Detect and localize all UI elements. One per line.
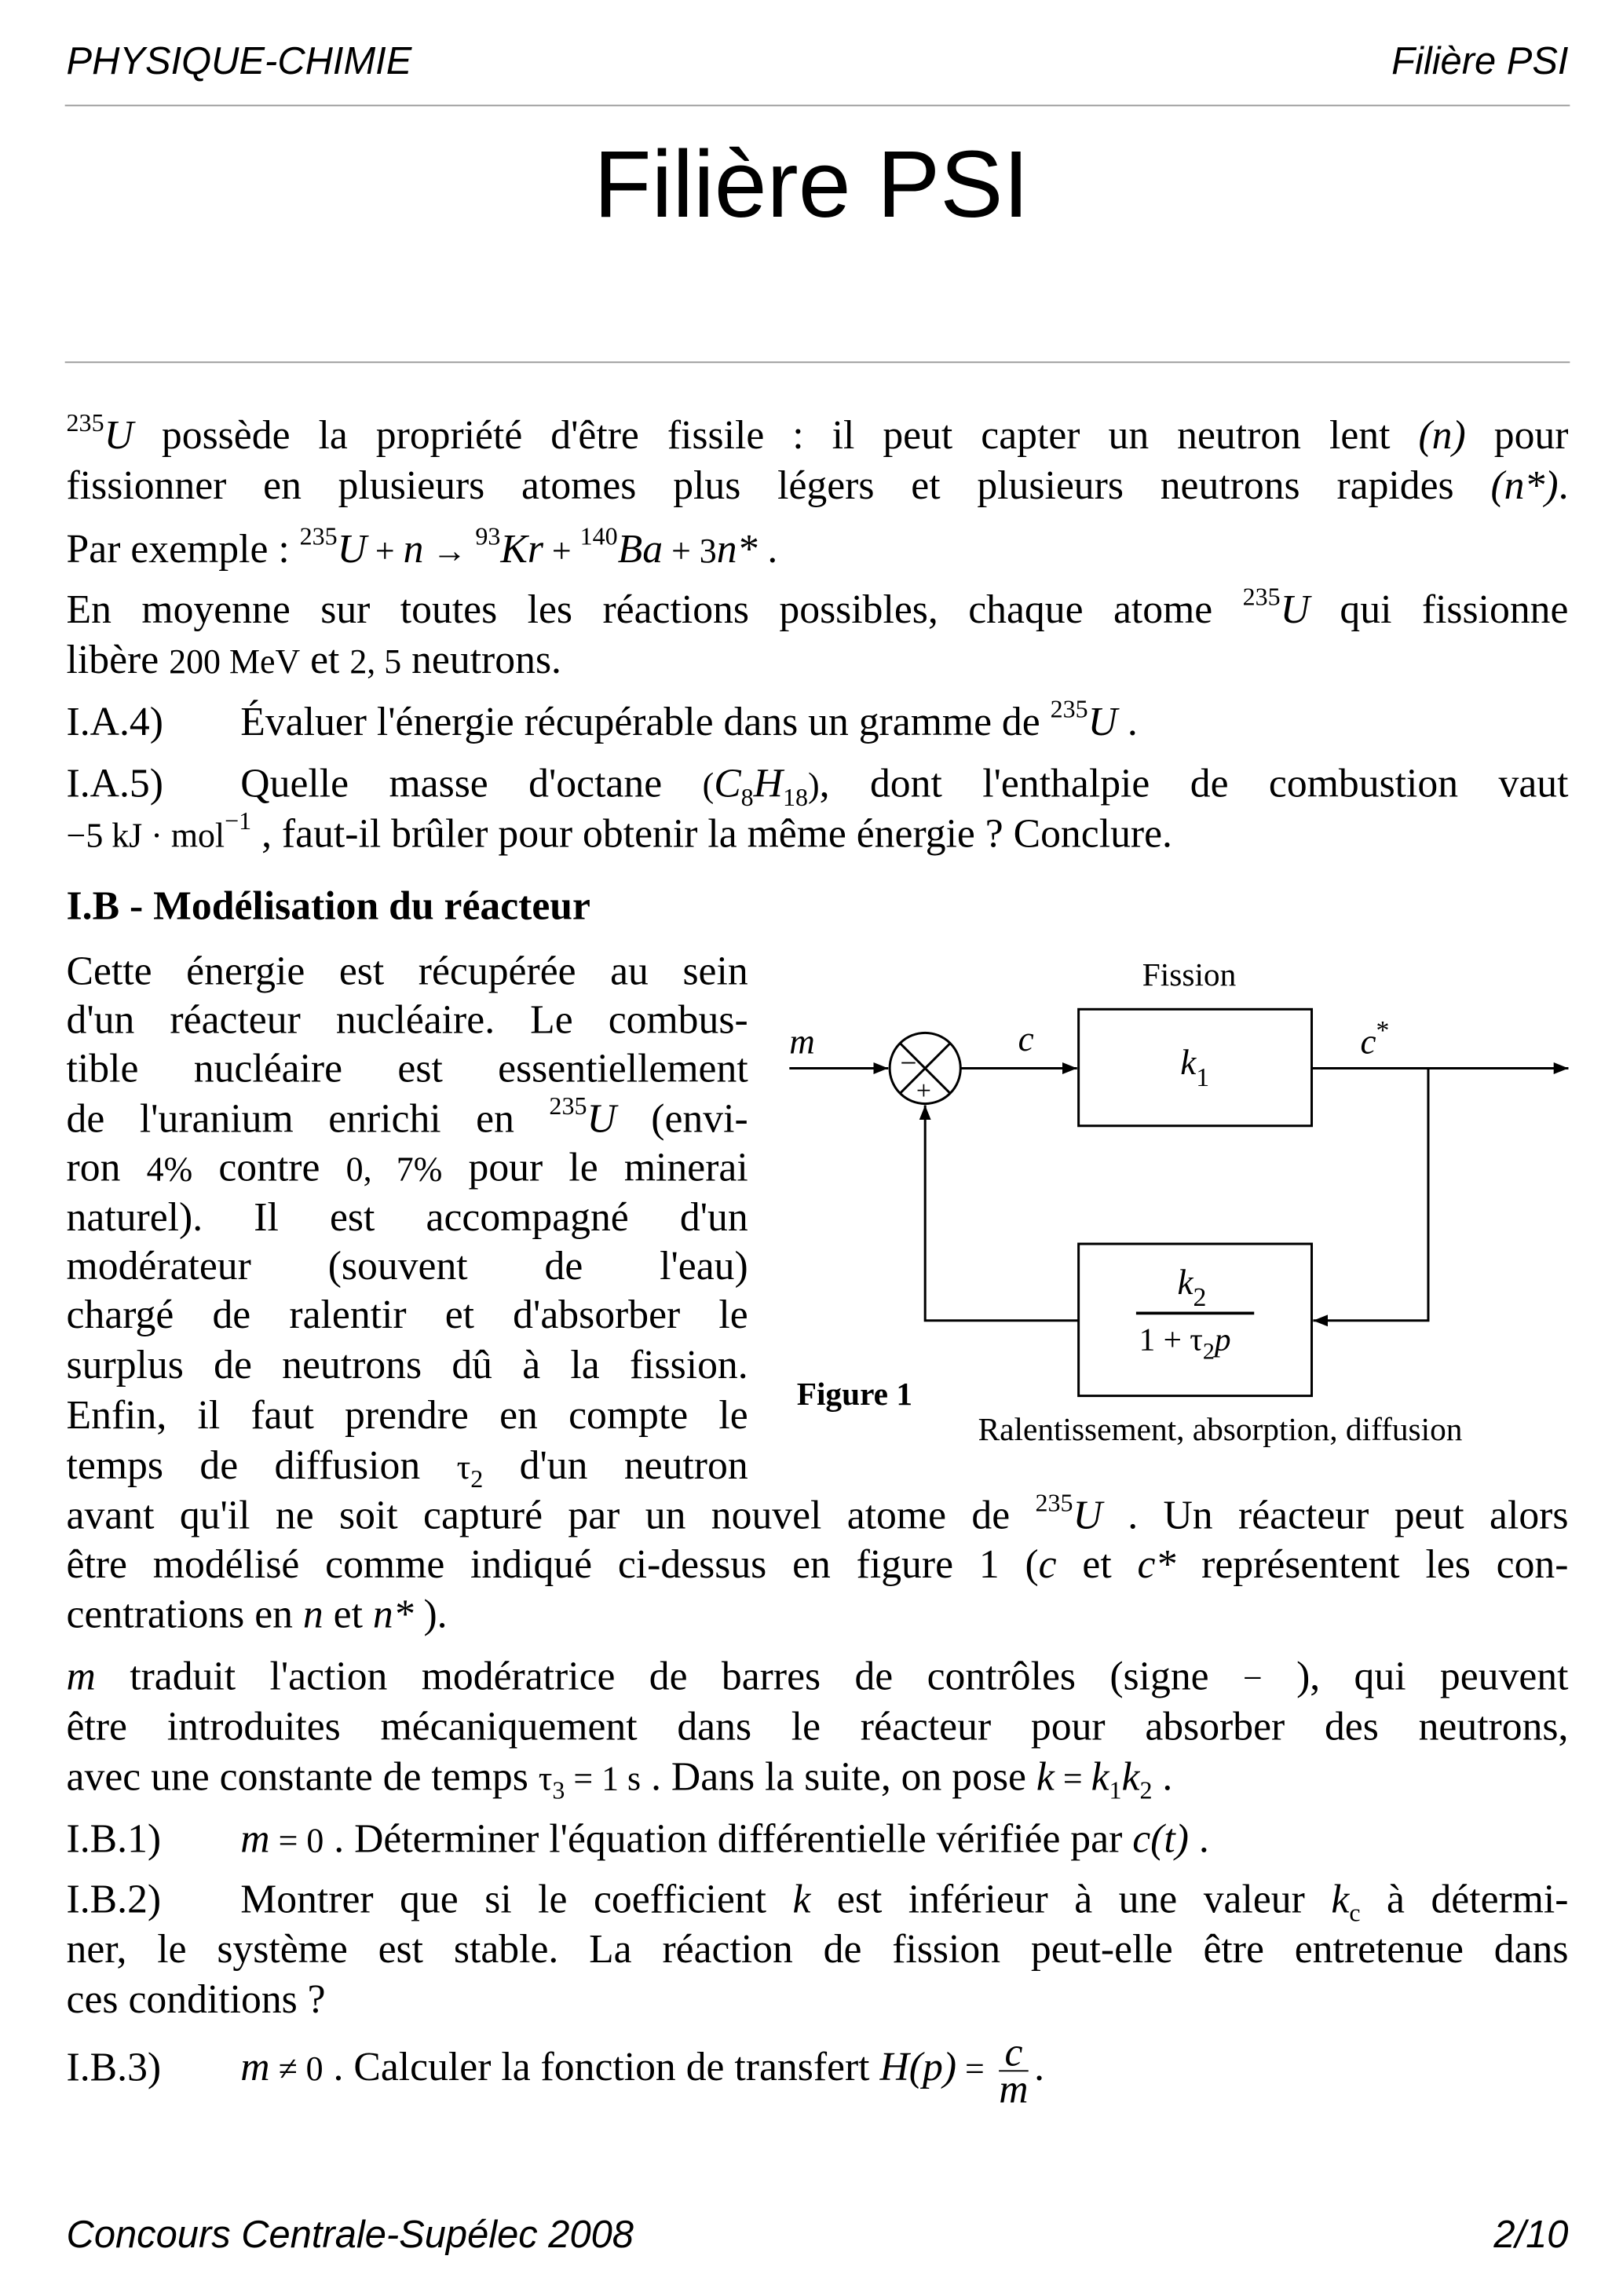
text-segment: avant qu'il ne soit capturé par un nouvel atome de (66, 1491, 1036, 1538)
text-segment: pour (1465, 411, 1569, 458)
c-label: c (1018, 1018, 1034, 1058)
text-segment: Évaluer l'énergie récupérable dans un gramme de (240, 697, 1051, 744)
text-segment: . (757, 525, 778, 572)
subscript: c (1349, 1899, 1361, 1928)
text-segment: être modélisé comme indiqué ci-dessus en figure 1 ( (66, 1540, 1039, 1587)
math-text: C (714, 759, 741, 806)
c-star-label: c* (1360, 1015, 1390, 1062)
math-text: (n) (1418, 411, 1466, 458)
text-segment: Par exemple : (66, 525, 300, 572)
question-label: I.A.4) (66, 697, 163, 744)
math-text: + (543, 532, 580, 572)
text-segment: . (1034, 2043, 1045, 2089)
math-text: 0, 7% (345, 1150, 443, 1190)
math-text: = (956, 2050, 993, 2089)
feedback-path (1313, 1068, 1428, 1320)
header-track: Filière PSI (1391, 38, 1569, 83)
superscript: 235 (1035, 1489, 1073, 1517)
math-text: U (104, 411, 133, 458)
text-segment: fissionner en plusieurs atomes plus légers et plusieurs neutrons rapides (66, 462, 1491, 508)
text-segment: tible nucléaire est essentiellement (66, 1044, 748, 1091)
math-text: U (1280, 586, 1310, 632)
text-segment: naturel). Il est accompagné d'un (66, 1194, 748, 1240)
math-text: → (423, 532, 476, 572)
text-segment: . Dans la suite, on pose (641, 1753, 1036, 1799)
math-text: ) (808, 767, 820, 806)
figure-caption: Figure 1 (796, 1375, 913, 1412)
text-segment: et (323, 1590, 373, 1636)
math-text: U (587, 1095, 616, 1141)
superscript: 93 (475, 522, 501, 551)
superscript: 235 (1050, 695, 1088, 723)
k1-gain: $k_1$ (1180, 1042, 1210, 1093)
minus-sign: − (900, 1047, 917, 1080)
math-text: k (1331, 1875, 1350, 1921)
text-segment: . Calculer la fonction de transfert (323, 2043, 880, 2089)
k2-denominator: $1 + \tau_2p$ (1139, 1321, 1231, 1365)
text-segment: représentent les con- (1175, 1540, 1569, 1587)
text-segment: ces conditions ? (66, 1976, 326, 2022)
math-text: = (1054, 1760, 1091, 1799)
math-text: ≠ 0 (269, 2050, 324, 2089)
math-text: = 1 s (565, 1760, 642, 1799)
feedback-label: Ralentissement, absorption, diffusion (978, 1411, 1463, 1448)
text-segment: centrations en (66, 1590, 303, 1636)
math-text: c(t) (1132, 1815, 1189, 1861)
text-segment: ron (66, 1143, 147, 1190)
math-text: n* (716, 525, 758, 572)
text-segment: , faut-il brûler pour obtenir la même énergie ? Conclure. (251, 810, 1172, 856)
math-text: τ (456, 1449, 471, 1488)
math-text: U (1087, 697, 1118, 744)
text-segment: d'un neutron (483, 1441, 748, 1488)
math-text: n* (372, 1590, 414, 1636)
superscript: −1 (225, 807, 252, 835)
text-segment: chargé de ralentir et d'absorber le (66, 1291, 748, 1337)
text-segment: avec une constante de temps (66, 1753, 539, 1799)
math-text: k (1036, 1753, 1055, 1799)
text-segment: . (1117, 697, 1138, 744)
fission-label: Fission (1142, 956, 1237, 993)
superscript: 235 (299, 522, 338, 551)
math-text: τ (538, 1760, 553, 1799)
numerator: c (1004, 2028, 1023, 2075)
math-text: k (792, 1875, 811, 1921)
text-segment: . (1558, 462, 1569, 508)
math-text: m (240, 1815, 270, 1861)
text-segment: . (1152, 1753, 1173, 1799)
text-segment: d'un réacteur nucléaire. Le combus- (66, 996, 748, 1042)
text-segment: (envi- (616, 1095, 748, 1141)
math-text: U (337, 525, 367, 572)
text-segment: . Un réacteur peut alors (1102, 1491, 1569, 1538)
math-text: k (1121, 1753, 1140, 1799)
math-text: U (1073, 1491, 1102, 1538)
math-text: ( (702, 767, 715, 806)
math-text: − (1242, 1659, 1263, 1698)
subscript: 18 (783, 783, 809, 812)
footer-page-number: 2/10 (1493, 2211, 1569, 2257)
question-label: I.B.1) (66, 1815, 162, 1861)
math-text: 4% (146, 1150, 193, 1190)
superscript: 140 (579, 522, 618, 551)
text-segment: de l'uranium enrichi en (66, 1095, 550, 1141)
math-text: + (366, 532, 404, 572)
math-text: + 3 (663, 532, 717, 572)
math-text: 2, 5 (349, 643, 402, 682)
feedback-block (1079, 1244, 1312, 1396)
plus-sign: + (916, 1076, 931, 1106)
input-label: m (789, 1022, 815, 1062)
text-segment: . (1188, 1815, 1209, 1861)
page-title: Filière PSI (594, 131, 1029, 238)
superscript: 235 (549, 1091, 587, 1121)
math-text: (n*) (1490, 462, 1559, 508)
superscript: 235 (1242, 583, 1281, 612)
text-segment: ner, le système est stable. La réaction de fission peut-elle être entretenue dans (66, 1925, 1569, 1972)
subscript: 8 (740, 783, 754, 812)
k2-numerator: $k_2$ (1177, 1262, 1207, 1313)
text-segment: Enfin, il faut prendre en compte le (66, 1391, 748, 1438)
text-segment: En moyenne sur toutes les réactions possibles, chaque atome (66, 586, 1243, 632)
math-text: Kr (500, 525, 543, 572)
math-text: c* (1137, 1540, 1176, 1587)
text-segment: temps de diffusion (66, 1441, 457, 1488)
text-segment: ). (413, 1590, 448, 1636)
denominator: m (999, 2065, 1029, 2111)
text-segment: contre (192, 1143, 346, 1190)
text-segment: être introduites mécaniquement dans le réacteur pour absorber des neutrons, (66, 1702, 1569, 1749)
text-segment: libère (66, 635, 170, 682)
question-label: I.B.2) (66, 1875, 162, 1921)
subscript: 2 (1139, 1776, 1153, 1805)
header-subject: PHYSIQUE-CHIMIE (66, 38, 412, 83)
footer-contest: Concours Centrale-Supélec 2008 (66, 2211, 634, 2257)
text-segment: I.B - Modélisation du réacteur (66, 882, 590, 928)
math-text: −5 kJ · mol (66, 817, 225, 856)
text-segment: , dont l'enthalpie de combustion vaut (819, 759, 1569, 806)
question-label: I.B.3) (66, 2043, 162, 2089)
text-segment: pour le minerai (442, 1143, 748, 1190)
superscript: 235 (66, 408, 104, 437)
question-label: I.A.5) (66, 759, 163, 806)
math-text: = 0 (269, 1822, 324, 1861)
math-text: Ba (617, 525, 663, 572)
text-segment: neutrons. (401, 635, 561, 682)
text-segment: traduit l'action modératrice de barres de contrôles (signe (95, 1652, 1243, 1698)
text-segment: et (1056, 1540, 1138, 1587)
math-text: m (66, 1652, 96, 1698)
subscript: 3 (552, 1776, 565, 1805)
math-text: H (753, 759, 784, 806)
math-text: n (403, 525, 424, 572)
text-segment: Montrer que si le coefficient (240, 1875, 793, 1921)
text-segment: Quelle masse d'octane (240, 759, 703, 806)
text-segment: et (300, 635, 350, 682)
text-segment: Cette énergie est récupérée au sein (66, 947, 748, 993)
math-text: c (1038, 1540, 1057, 1587)
text-segment: ), qui peuvent (1262, 1652, 1569, 1698)
text-segment: qui fissionne (1309, 586, 1569, 632)
math-text: H(p) (879, 2043, 957, 2089)
math-text: 200 MeV (169, 643, 301, 682)
text-segment: modérateur (souvent de l'eau) (66, 1242, 748, 1289)
text-segment: est inférieur à une valeur (810, 1875, 1332, 1921)
text-segment: . Déterminer l'équation différentielle vérifiée par (324, 1815, 1133, 1861)
feedback-return (925, 1105, 1078, 1320)
text-segment: possède la propriété d'être fissile : il peut capter un neutron lent (133, 411, 1419, 458)
text-segment: à détermi- (1360, 1875, 1569, 1921)
text-segment: surplus de neutrons dû à la fission. (66, 1341, 748, 1387)
subscript: 1 (1109, 1776, 1122, 1805)
math-text: k (1091, 1753, 1109, 1799)
math-text: m (240, 2043, 270, 2089)
subscript: 2 (470, 1464, 484, 1493)
math-text: n (302, 1590, 324, 1636)
